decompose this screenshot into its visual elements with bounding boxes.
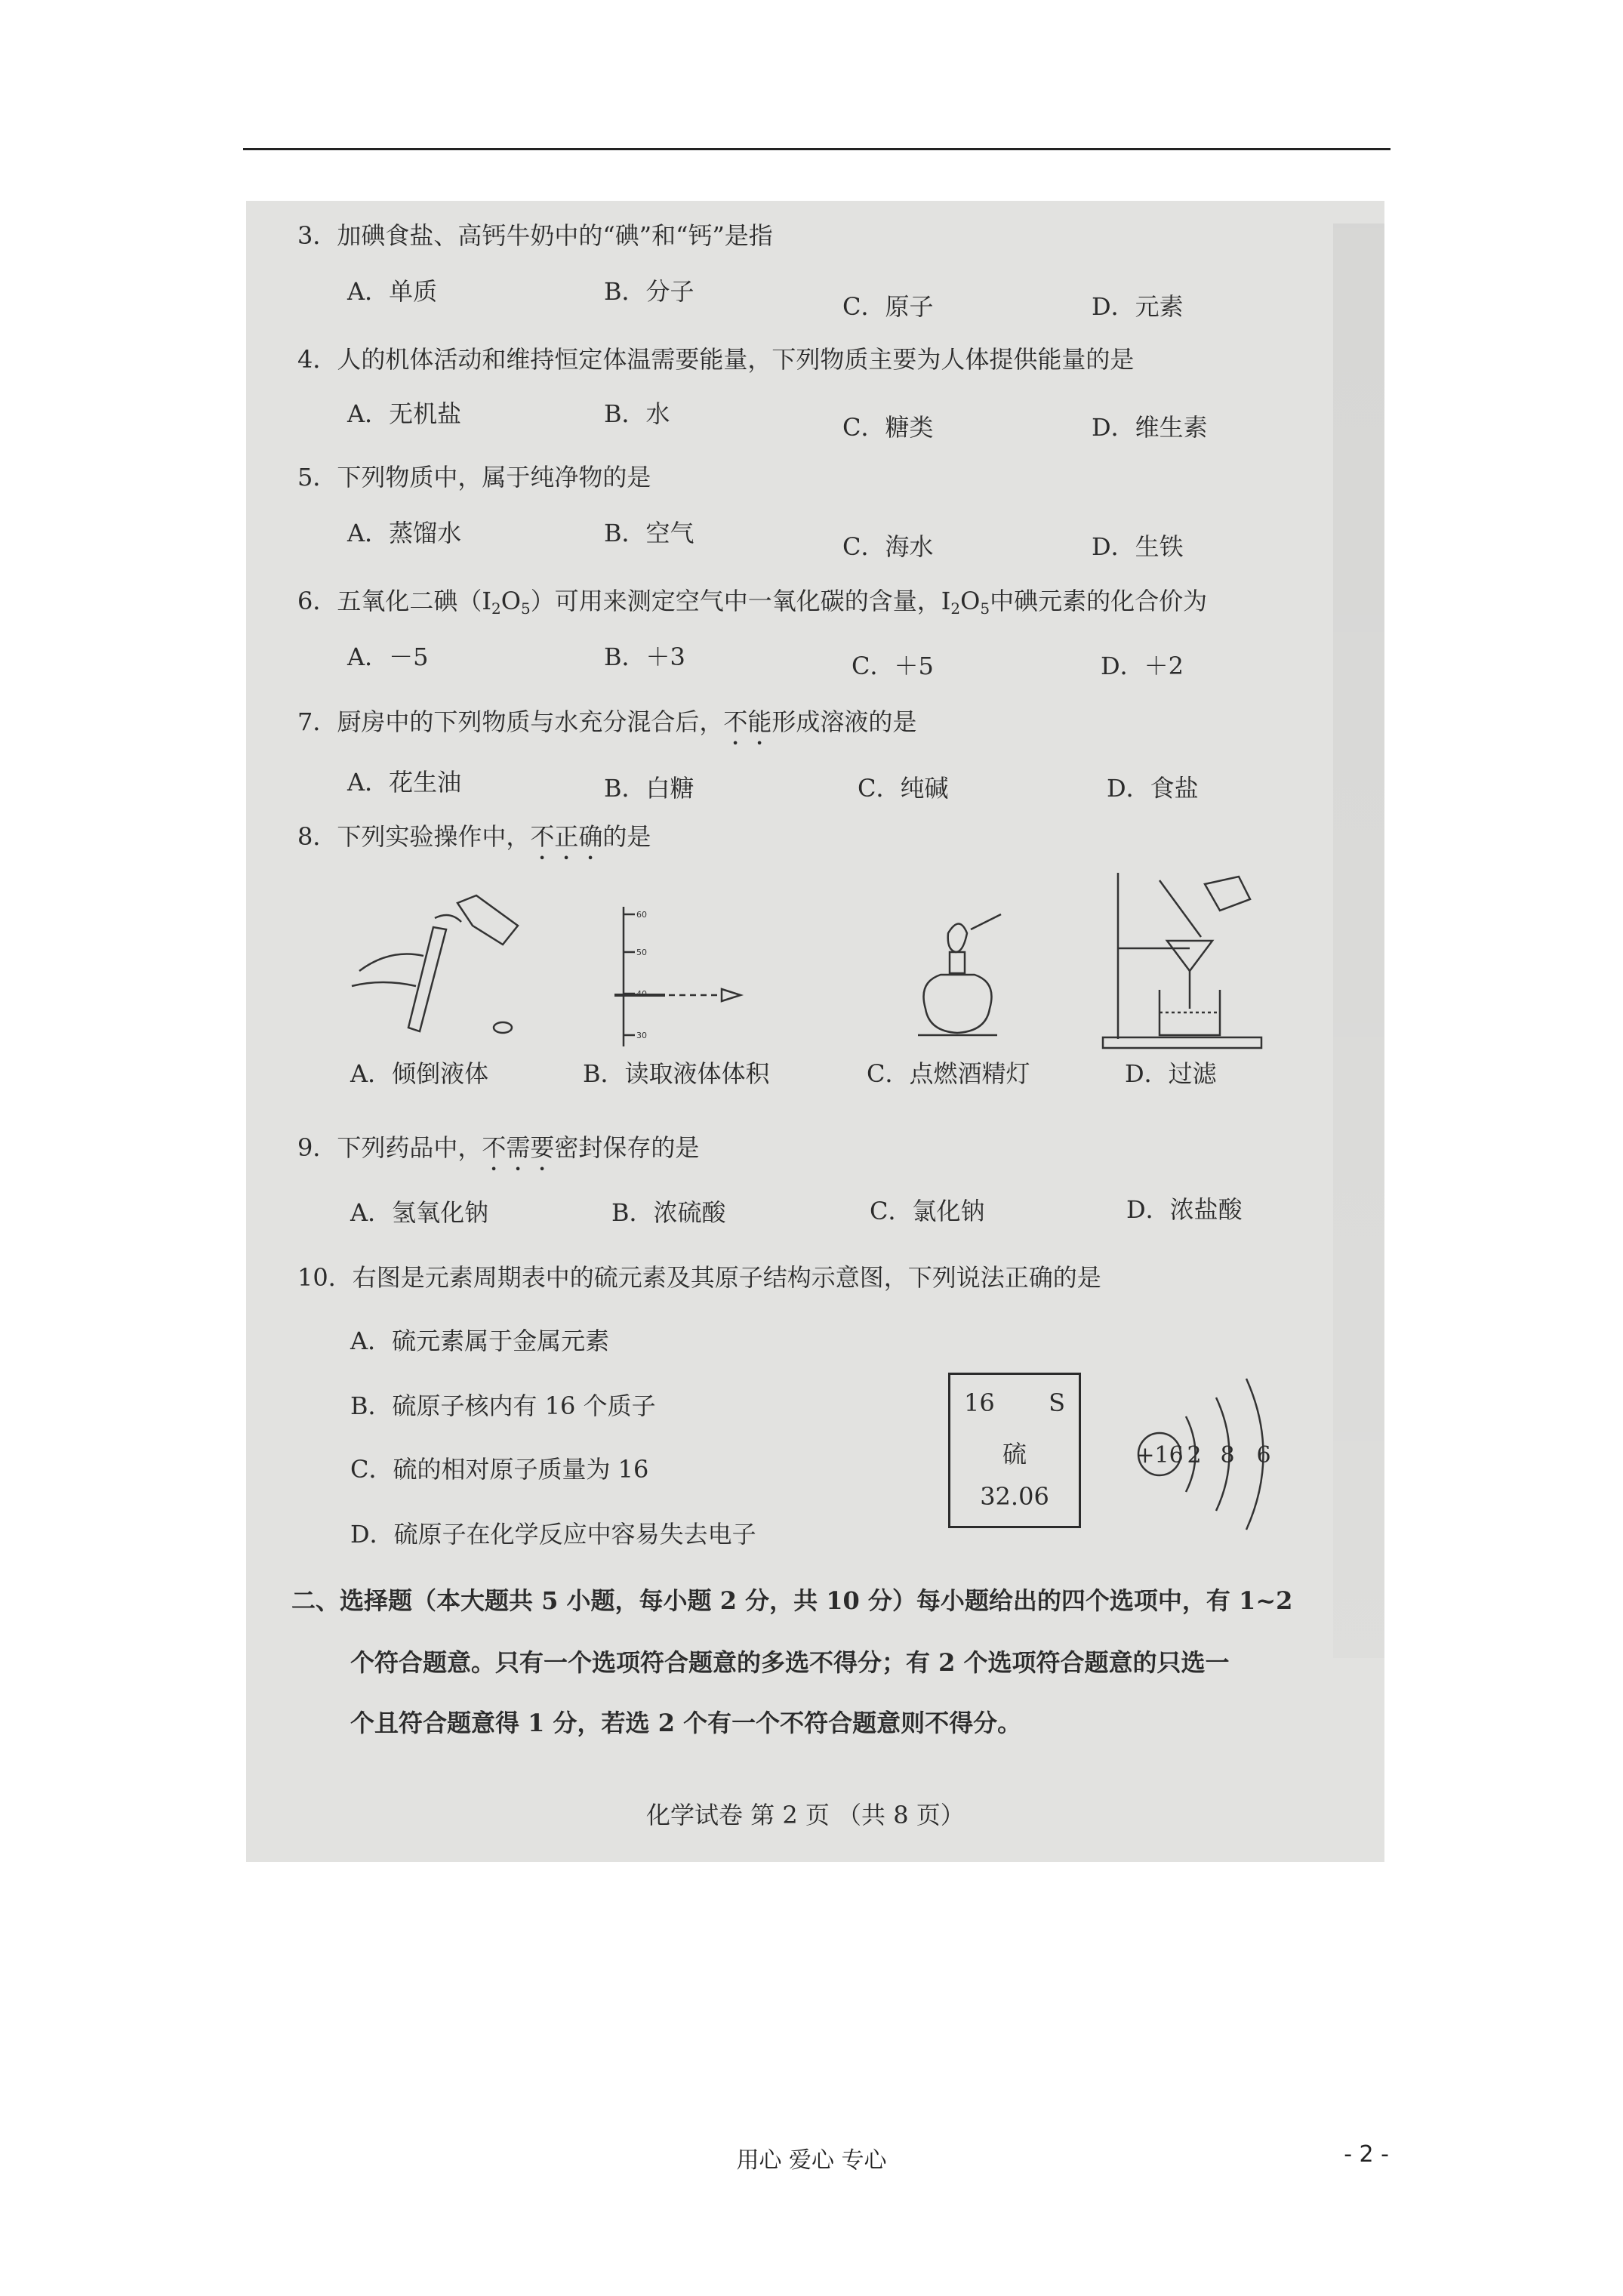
question-4: 4．人的机体活动和维持恒定体温需要能量，下列物质主要为人体提供能量的是 xyxy=(297,345,1135,374)
pouring-liquid-figure xyxy=(344,888,533,1039)
q8-option-b: B．读取液体体积 xyxy=(583,1059,770,1088)
section-2-line-2: 个符合题意。只有一个选项符合题意的多选不得分；有 2 个选项符合题意的只选一 xyxy=(350,1648,1230,1677)
element-symbol: S xyxy=(1049,1388,1065,1417)
periodic-table-cell xyxy=(948,1373,1081,1528)
q6-option-c: C．＋5 xyxy=(852,652,934,680)
question-10: 10．右图是元素周期表中的硫元素及其原子结构示意图，下列说法正确的是 xyxy=(297,1263,1101,1292)
question-7: 7．厨房中的下列物质与水充分混合后，不能形成溶液的是 xyxy=(297,707,917,736)
q5-option-b: B．空气 xyxy=(604,519,694,547)
shell-2-electrons: 8 xyxy=(1220,1442,1235,1469)
header-rule xyxy=(243,148,1390,150)
q7-option-d: D．食盐 xyxy=(1107,774,1199,803)
alcohol-lamp-figure xyxy=(903,911,1024,1054)
q7-option-c: C．纯碱 xyxy=(858,774,949,803)
atomic-number: 16 xyxy=(964,1388,995,1417)
q9-option-b: B．浓硫酸 xyxy=(611,1198,726,1227)
arm-left xyxy=(359,954,423,972)
q7-option-a: A．花生油 xyxy=(347,768,462,797)
reagent-bottle xyxy=(457,895,518,945)
q6-option-a: A．－5 xyxy=(347,643,429,671)
bleed-through-shadow xyxy=(1333,223,1384,1658)
q6-option-b: B．＋3 xyxy=(604,643,685,671)
q5-option-c: C．海水 xyxy=(842,532,934,561)
element-name: 硫 xyxy=(1002,1440,1027,1469)
atomic-structure-diagram xyxy=(1129,1364,1326,1537)
shell-1-electrons: 2 xyxy=(1187,1442,1202,1469)
atomic-mass: 32.06 xyxy=(980,1482,1049,1511)
tick-label-40: 40 xyxy=(636,989,647,999)
q3-option-a: A．单质 xyxy=(347,277,438,306)
flame xyxy=(948,924,967,953)
question-6: 6．五氧化二碘$(I_2O_5)$可用来测定空气中一氧化碳的含量，$I_2O_5$中碘元素的化合价为 xyxy=(297,587,1208,618)
page-footer-motto: 用心 爱心 专心 xyxy=(736,2147,887,2174)
pouring-beaker xyxy=(1205,877,1250,911)
lamp-body xyxy=(924,975,992,1033)
question-8: 8．下列实验操作中，不正确的是 xyxy=(297,822,651,851)
page-number: - 2 - xyxy=(1344,2141,1389,2168)
q8-option-a: A．倾倒液体 xyxy=(350,1059,489,1088)
q10-option-d: D．硫原子在化学反应中容易失去电子 xyxy=(350,1520,756,1549)
section-2-line-1: 二、选择题（本大题共 5 小题，每小题 2 分，共 10 分）每小题给出的四个选项中，有 1~2 xyxy=(291,1586,1293,1615)
q9-option-a: A．氢氧化钠 xyxy=(350,1198,489,1227)
graduated-cylinder-figure xyxy=(608,903,775,1054)
hand-top xyxy=(435,915,461,922)
q10-option-a: A．硫元素属于金属元素 xyxy=(350,1327,610,1355)
q4-option-c: C．糖类 xyxy=(842,413,934,442)
q10-option-c: C．硫的相对原子质量为 16 xyxy=(350,1455,649,1484)
q6-option-d: D．＋2 xyxy=(1101,652,1184,680)
bottle-stopper xyxy=(494,1022,512,1033)
question-5: 5．下列物质中，属于纯净物的是 xyxy=(297,463,651,492)
q9-option-d: D．浓盐酸 xyxy=(1126,1195,1243,1224)
q10-option-b: B．硫原子核内有 16 个质子 xyxy=(350,1391,656,1420)
scan-page-footer: 化学试卷 第 2 页 （共 8 页） xyxy=(646,1801,965,1829)
tick-label-50: 50 xyxy=(636,948,647,957)
q7-option-b: B．白糖 xyxy=(604,774,694,803)
q4-option-b: B．水 xyxy=(604,399,670,428)
q8-option-c: C．点燃酒精灯 xyxy=(867,1059,1030,1088)
q3-option-d: D．元素 xyxy=(1092,292,1184,321)
scanned-exam-page xyxy=(246,201,1384,1862)
q3-option-b: B．分子 xyxy=(604,277,694,306)
q3-option-c: C．原子 xyxy=(842,292,934,321)
q9-option-c: C．氯化钠 xyxy=(870,1197,985,1225)
q4-option-d: D．维生素 xyxy=(1092,413,1208,442)
nucleus-charge: +16 xyxy=(1135,1442,1184,1469)
funnel xyxy=(1167,941,1212,971)
emphasis-no-can: 不能 xyxy=(723,707,772,736)
q5-option-a: A．蒸馏水 xyxy=(347,519,462,547)
tick-label-60: 60 xyxy=(636,910,647,920)
test-tube xyxy=(408,927,446,1031)
eye-symbol xyxy=(722,989,741,1001)
q8-option-d: D．过滤 xyxy=(1125,1059,1217,1088)
filtration-figure xyxy=(1099,865,1265,1054)
section-2-line-3: 个且符合题意得 1 分，若选 2 个有一个不符合题意则不得分。 xyxy=(350,1709,1022,1737)
lit-lamp-match xyxy=(971,914,1001,929)
question-3: 3．加碘食盐、高钙牛奶中的“碘”和“钙”是指 xyxy=(297,221,773,250)
tick-label-30: 30 xyxy=(636,1031,647,1040)
question-9: 9．下列药品中，不需要密封保存的是 xyxy=(297,1133,700,1162)
q5-option-d: D．生铁 xyxy=(1092,532,1184,561)
glass-rod xyxy=(1160,880,1201,937)
q4-option-a: A．无机盐 xyxy=(347,399,462,428)
emphasis-not-need: 不需要 xyxy=(482,1133,555,1162)
wick-holder xyxy=(950,952,965,973)
shell-3-electrons: 6 xyxy=(1256,1442,1271,1469)
emphasis-incorrect: 不正确 xyxy=(530,822,603,851)
arm-left-lower xyxy=(352,982,416,986)
stand-base xyxy=(1103,1037,1261,1048)
